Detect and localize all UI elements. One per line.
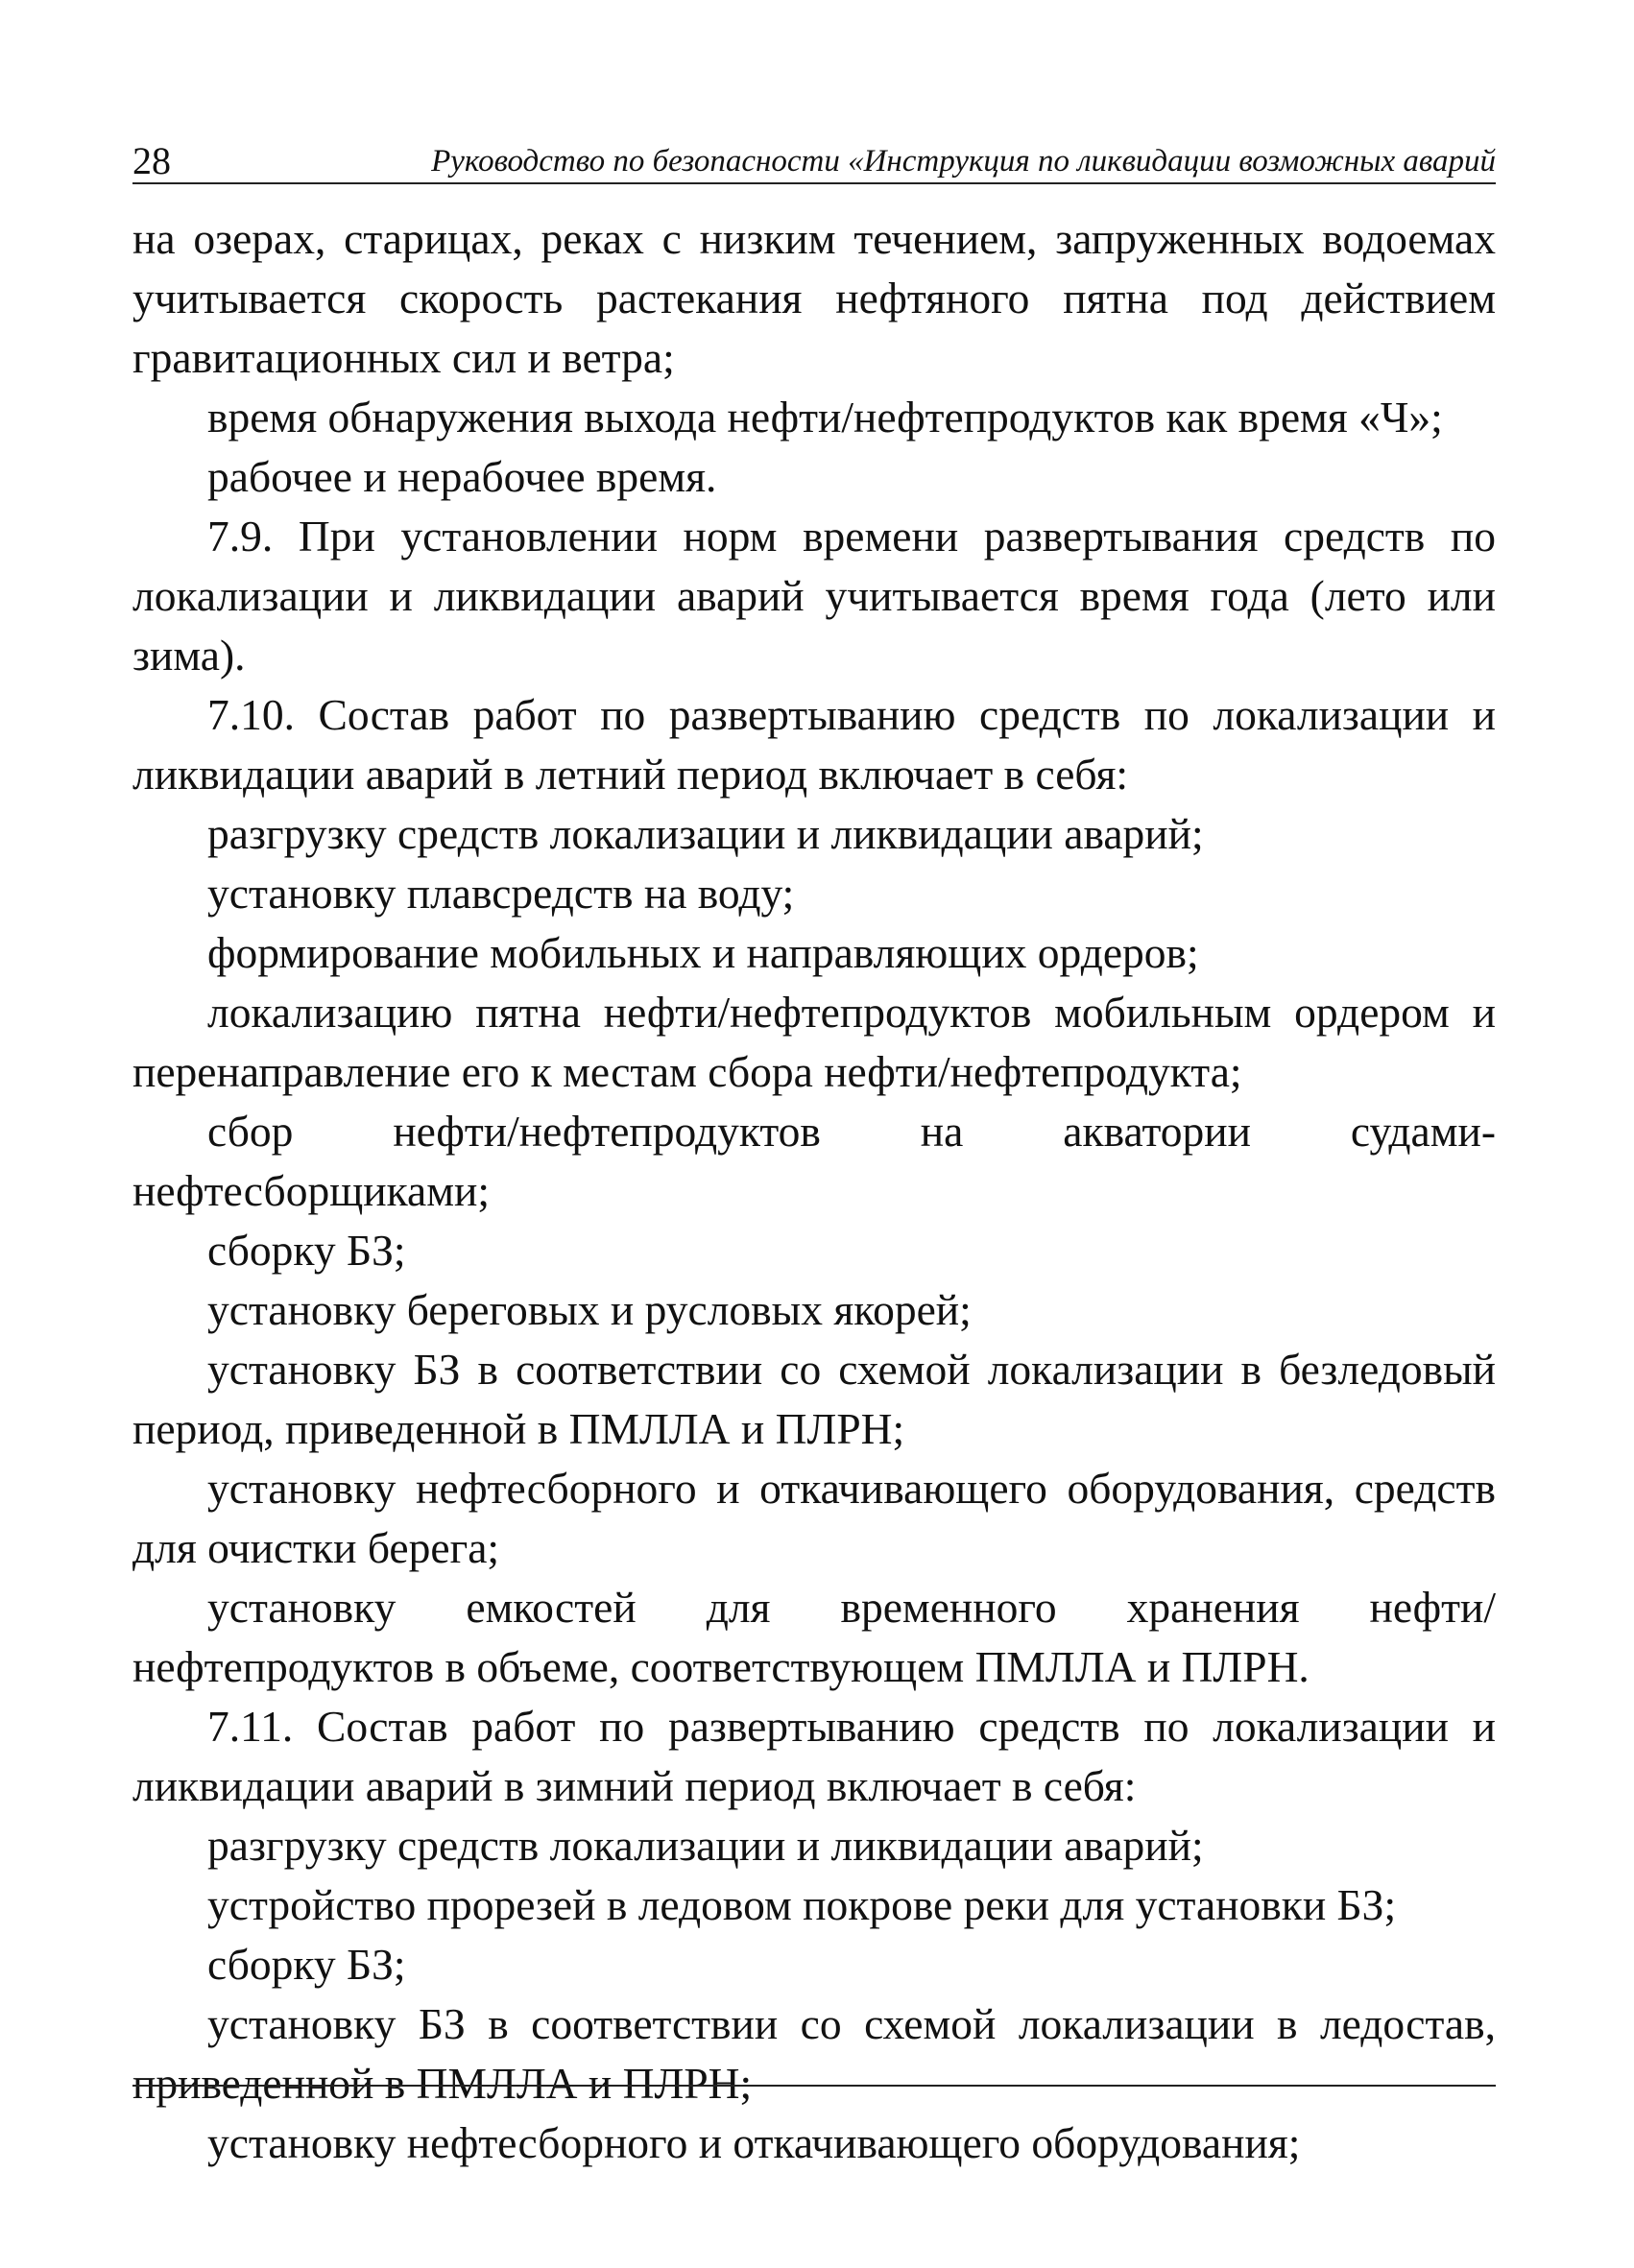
- paragraph: сборку БЗ;: [207, 1226, 406, 1275]
- paragraph: время обнаружения выхода нефти/нефтепродуктов как время «Ч»;: [207, 393, 1443, 442]
- header-rule: [132, 182, 1496, 184]
- paragraph: установку нефтесборного и откачивающего оборудования, средств для очистки берега;: [132, 1464, 1496, 1572]
- paragraph: сбор нефти/нефтепродуктов на акватории судами-нефтесборщиками;: [132, 1107, 1496, 1215]
- paragraph: 7.11. Состав работ по развертыванию средств по локализации и ликвидации аварий в зимний период включает в себя:: [132, 1702, 1496, 1810]
- running-title: Руководство по безопасности «Инструкция по ликвидации возможных аварий: [431, 144, 1496, 179]
- paragraph: на озерах, старицах, реках с низким течением, запруженных водоемах учитывается скорость растекания нефтяного пятна под действием гравитационных сил и ветра;: [132, 214, 1496, 382]
- paragraph: разгрузку средств локализации и ликвидации аварий;: [207, 1821, 1204, 1870]
- paragraph: установку плавсредств на воду;: [207, 869, 795, 918]
- paragraph: локализацию пятна нефти/нефтепродуктов мобильным ордером и перенаправление его к местам сбора нефти/нефтепродукта;: [132, 988, 1496, 1096]
- footer-rule: [132, 2085, 1496, 2087]
- paragraph: формирование мобильных и направляющих ордеров;: [207, 928, 1199, 977]
- page-header: [132, 134, 1496, 188]
- paragraph: 7.9. При установлении норм времени развертывания средств по локализации и ликвидации аварий учитывается время года (лето или зима).: [132, 512, 1496, 680]
- paragraph: устройство прорезей в ледовом покрове реки для установки БЗ;: [207, 1880, 1397, 1929]
- paragraph: установку БЗ в соответствии со схемой локализации в ледостав, приведенной в ПМЛЛА и ПЛРН;: [132, 1999, 1496, 2108]
- paragraph: установку БЗ в соответствии со схемой локализации в безледовый период, приведенной в ПМЛЛА и ПЛРН;: [132, 1345, 1496, 1453]
- paragraph: разгрузку средств локализации и ликвидации аварий;: [207, 809, 1204, 858]
- paragraph: 7.10. Состав работ по развертыванию средств по локализации и ликвидации аварий в летний период включает в себя:: [132, 690, 1496, 799]
- paragraph: рабочее и нерабочее время.: [207, 452, 717, 501]
- paragraph: установку нефтесборного и откачивающего оборудования;: [207, 2118, 1301, 2167]
- paragraph: установку емкостей для временного хранения нефти/нефтепродуктов в объеме, соответствующем ПМЛЛА и ПЛРН.: [132, 1583, 1496, 1691]
- body-text: [132, 209, 1496, 2173]
- paragraph: установку береговых и русловых якорей;: [207, 1285, 972, 1334]
- page-number: 28: [132, 139, 171, 182]
- paragraph: сборку БЗ;: [207, 1940, 406, 1989]
